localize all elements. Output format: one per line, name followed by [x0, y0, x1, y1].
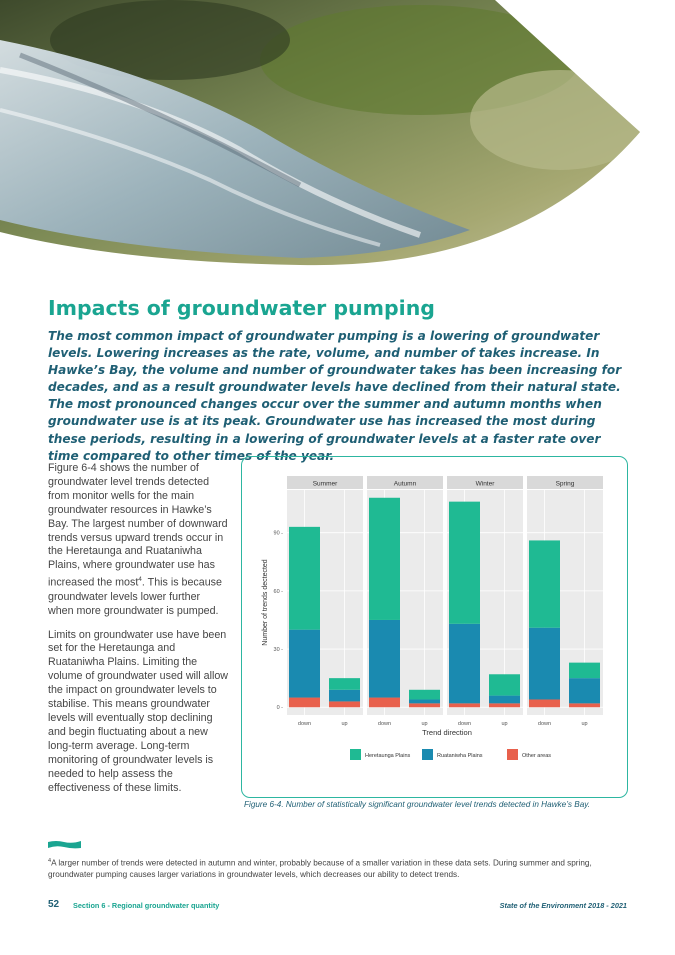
- bar-autumn-down-other-areas: [369, 698, 400, 708]
- footnote-ref[interactable]: 4: [138, 576, 142, 584]
- body-text-column: [48, 462, 228, 805]
- y-tick-label: 0 -: [276, 705, 283, 712]
- hero-water-photo: [0, 0, 675, 275]
- bar-summer-down-ruataniwha-plains: [289, 630, 320, 698]
- body-paragraph-1: [48, 462, 228, 619]
- bar-autumn-up-other-areas: [409, 703, 440, 707]
- footer-section-label: Section 6 - Regional groundwater quantity: [73, 901, 220, 910]
- bar-spring-up-heretaunga-plains: [569, 663, 600, 679]
- facet-label-autumn: Autumn: [393, 480, 417, 488]
- figure-frame: [241, 456, 628, 798]
- x-tick-label-autumn-down: down: [377, 721, 392, 727]
- legend-label-ruataniwha-plains: Ruataniwha Plains: [437, 753, 483, 759]
- bar-spring-down-heretaunga-plains: [529, 540, 560, 627]
- bar-autumn-down-heretaunga-plains: [369, 498, 400, 620]
- bar-summer-down-other-areas: [289, 698, 320, 708]
- x-tick-label-summer-up: up: [341, 721, 348, 727]
- figure-caption: Figure 6-4. Number of statistically significant groundwater level trends detected in Hawke’s Bay.: [244, 800, 591, 809]
- bar-spring-up-other-areas: [569, 703, 600, 707]
- bar-autumn-up-ruataniwha-plains: [409, 699, 440, 703]
- bar-spring-down-ruataniwha-plains: [529, 628, 560, 700]
- x-tick-label-spring-down: down: [537, 721, 552, 727]
- footnote-number: 4: [48, 858, 52, 864]
- page-title: Impacts of groundwater pumping: [48, 296, 435, 320]
- footnote: [48, 856, 628, 881]
- x-tick-label-spring-up: up: [581, 721, 588, 727]
- facet-label-spring: Spring: [555, 480, 575, 488]
- bar-winter-down-heretaunga-plains: [449, 502, 480, 624]
- footer-report-title: State of the Environment 2018 - 2021: [499, 901, 627, 910]
- page-number: 52: [48, 899, 60, 910]
- footnote-divider-mark: [48, 840, 81, 849]
- legend-swatch-ruataniwha-plains: [422, 749, 433, 760]
- bar-winter-up-heretaunga-plains: [489, 674, 520, 695]
- bar-summer-down-heretaunga-plains: [289, 527, 320, 630]
- body-paragraph-1-start: Figure 6-4 shows the number of groundwater level trends detected from monitor wells for the main groundwater resources in Hawke’s Bay. The largest number of downward trends versus upward trends occur in the Heretaunga and Ruataniwha Plains, where groundwater use has increased the most: [48, 462, 228, 589]
- legend-label-heretaunga-plains: Heretaunga Plains: [365, 753, 411, 759]
- bar-autumn-down-ruataniwha-plains: [369, 620, 400, 698]
- footnote-text: A larger number of trends were detected in autumn and winter, probably because of a smaller variation in these data sets. During summer and spring, groundwater pumping causes larger variations in groundwater levels, which decreases our ability to detect trends.: [48, 858, 592, 880]
- y-tick-label: 30 -: [273, 647, 283, 654]
- facet-label-summer: Summer: [312, 480, 338, 488]
- y-tick-label: 60 -: [273, 588, 283, 595]
- bar-winter-up-other-areas: [489, 703, 520, 707]
- x-tick-label-autumn-up: up: [421, 721, 428, 727]
- bar-summer-up-heretaunga-plains: [329, 678, 360, 690]
- bar-winter-down-other-areas: [449, 703, 480, 707]
- x-tick-label-winter-down: down: [457, 721, 472, 727]
- intro-paragraph: The most common impact of groundwater pumping is a lowering of groundwater levels. Lowering increases as the rate, volume, and number of takes increase. In Hawke’s Bay, the volume and number of groundwater takes has been increasing for decades, and as a result groundwater levels have declined from their natural state. The most pronounced changes occur over the summer and autumn months when groundwater use is at its peak. Groundwater use has increased the most during these periods, resulting in a lowering of groundwater levels at a faster rate over time compared to other times of the year.: [48, 329, 622, 463]
- x-axis-title: Trend direction: [422, 728, 472, 737]
- y-tick-label: 90 -: [273, 530, 283, 537]
- bar-winter-up-ruataniwha-plains: [489, 696, 520, 704]
- x-tick-label-summer-down: down: [297, 721, 312, 727]
- trends-bar-chart: [242, 457, 627, 797]
- x-tick-label-winter-up: up: [501, 721, 508, 727]
- legend-swatch-heretaunga-plains: [350, 749, 361, 760]
- bar-spring-up-ruataniwha-plains: [569, 678, 600, 703]
- legend-label-other-areas: Other areas: [522, 753, 552, 759]
- facet-label-winter: Winter: [475, 480, 495, 488]
- body-paragraph-2: Limits on groundwater use have been set for the Heretaunga and Ruataniwha Plains. Limiting the volume of groundwater used will allow the impact on groundwater levels to stabilise. This means groundwater levels will eventually stop declining and begin fluctuating about a new long-term average. Long-term monitoring of groundwater levels is needed to help assess the effectiveness of these limits.: [48, 628, 228, 794]
- legend-swatch-other-areas: [507, 749, 518, 760]
- bar-winter-down-ruataniwha-plains: [449, 624, 480, 704]
- bar-summer-up-other-areas: [329, 701, 360, 707]
- y-axis-title: Number of trends dectected: [262, 559, 269, 646]
- body-paragraph-1-end: . This is because groundwater levels lower further when more groundwater is pumped.: [48, 576, 222, 617]
- bar-spring-down-other-areas: [529, 699, 560, 707]
- bar-summer-up-ruataniwha-plains: [329, 690, 360, 702]
- bar-autumn-up-heretaunga-plains: [409, 690, 440, 700]
